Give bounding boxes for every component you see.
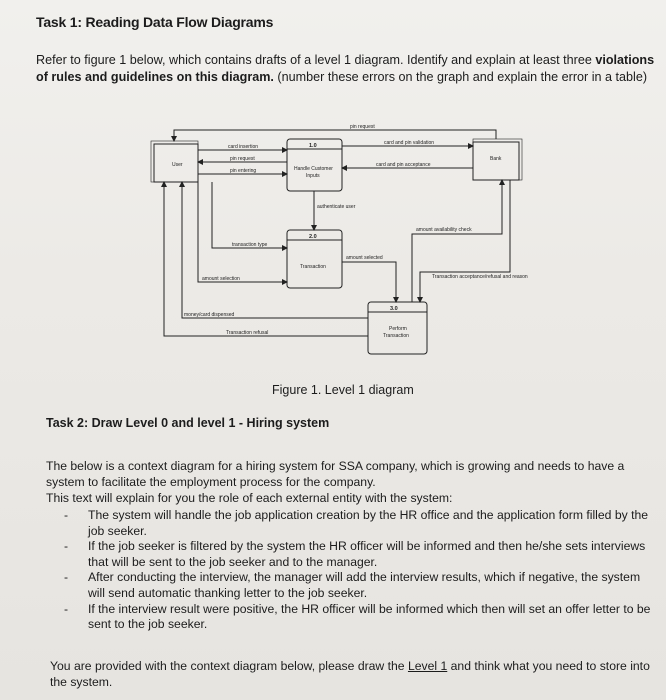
task2-intro-paragraph: The below is a context diagram for a hiring system for SSA company, which is growing and needs to have a system to facilitate the employment process for the company. xyxy=(46,459,625,489)
process-3-label-1: Perform xyxy=(389,326,407,332)
process-3-number: 3.0 xyxy=(390,306,398,312)
list-item: - The system will handle the job application creation by the HR office and the application form filled by the job seeker. xyxy=(64,508,649,538)
process-2-number: 2.0 xyxy=(309,234,317,240)
task1-text-b: (number these errors on the graph and explain the error in a table) xyxy=(273,70,648,84)
task2-intro xyxy=(46,458,656,506)
flow-card-pin-validation: card and pin validation xyxy=(384,140,435,146)
level1-diagram xyxy=(150,122,530,362)
task2-intro-roles: This text will explain for you the role of each external entity with the system: xyxy=(46,491,453,505)
flow-card-insertion: card insertion xyxy=(228,144,259,150)
figure-caption: Figure 1. Level 1 diagram xyxy=(272,383,414,397)
entity-bank-label: Bank xyxy=(490,156,502,162)
flow-transaction-refusal: Transaction refusal xyxy=(226,330,269,336)
level1-underlined: Level 1 xyxy=(407,659,448,673)
process-1-number: 1.0 xyxy=(309,143,317,149)
task2-bullet-list xyxy=(62,508,656,633)
flow-transaction-type: transaction type xyxy=(232,242,268,248)
task1-text-bold: violations of rules and guidelines on this diagram. xyxy=(36,53,655,84)
task1-instructions xyxy=(36,52,658,86)
flow-card-pin-acceptance: card and pin acceptance xyxy=(376,162,431,168)
list-item: - If the job seeker is filtered by the system the HR officer will be informed and then he/she sets interviews that will be sent to the job seeker and to the manager. xyxy=(64,539,646,569)
flow-money-card-dispensed: money/card dispensed xyxy=(184,312,235,318)
flow-amount-selection: amount selection xyxy=(202,276,240,282)
task1-title: Task 1: Reading Data Flow Diagrams xyxy=(36,14,274,30)
flow-pin-entering: pin entering xyxy=(230,168,257,174)
task1-text-a: Refer to figure 1 below, which contains drafts of a level 1 diagram. Identify and explain at least three xyxy=(36,53,596,67)
process-2-label-1: Transaction xyxy=(300,264,326,270)
task2-closing: You are provided with the context diagram below, please draw the Level 1 and think what you need to store into the system. xyxy=(50,659,650,689)
flow-amount-selected: amount selected xyxy=(346,255,383,261)
flow-pin-request: pin request xyxy=(230,156,255,162)
process-1-label-1: Handle Customer xyxy=(294,166,333,172)
flow-transaction-acceptance: Transaction acceptance/refusal and reason xyxy=(432,274,528,280)
dfd-svg xyxy=(150,122,530,362)
flow-amount-availability-check: amount availability check xyxy=(416,227,472,233)
flow-pin-request-top: pin request xyxy=(350,124,375,130)
task2-title: Task 2: Draw Level 0 and level 1 - Hiring system xyxy=(46,416,330,430)
list-item: - After conducting the interview, the manager will add the interview results, which if negative, the system will send automatic thanking letter to the job seeker. xyxy=(64,570,641,600)
process-1-label-2: Inputs xyxy=(306,173,320,179)
entity-user-label: User xyxy=(172,162,183,168)
list-item: - If the interview result were positive, the HR officer will be informed which then will set an offer letter to be sent to the job seeker. xyxy=(64,601,651,632)
flow-authenticate-user: authenticate user xyxy=(317,204,356,210)
process-3-label-2: Transaction xyxy=(383,333,409,339)
